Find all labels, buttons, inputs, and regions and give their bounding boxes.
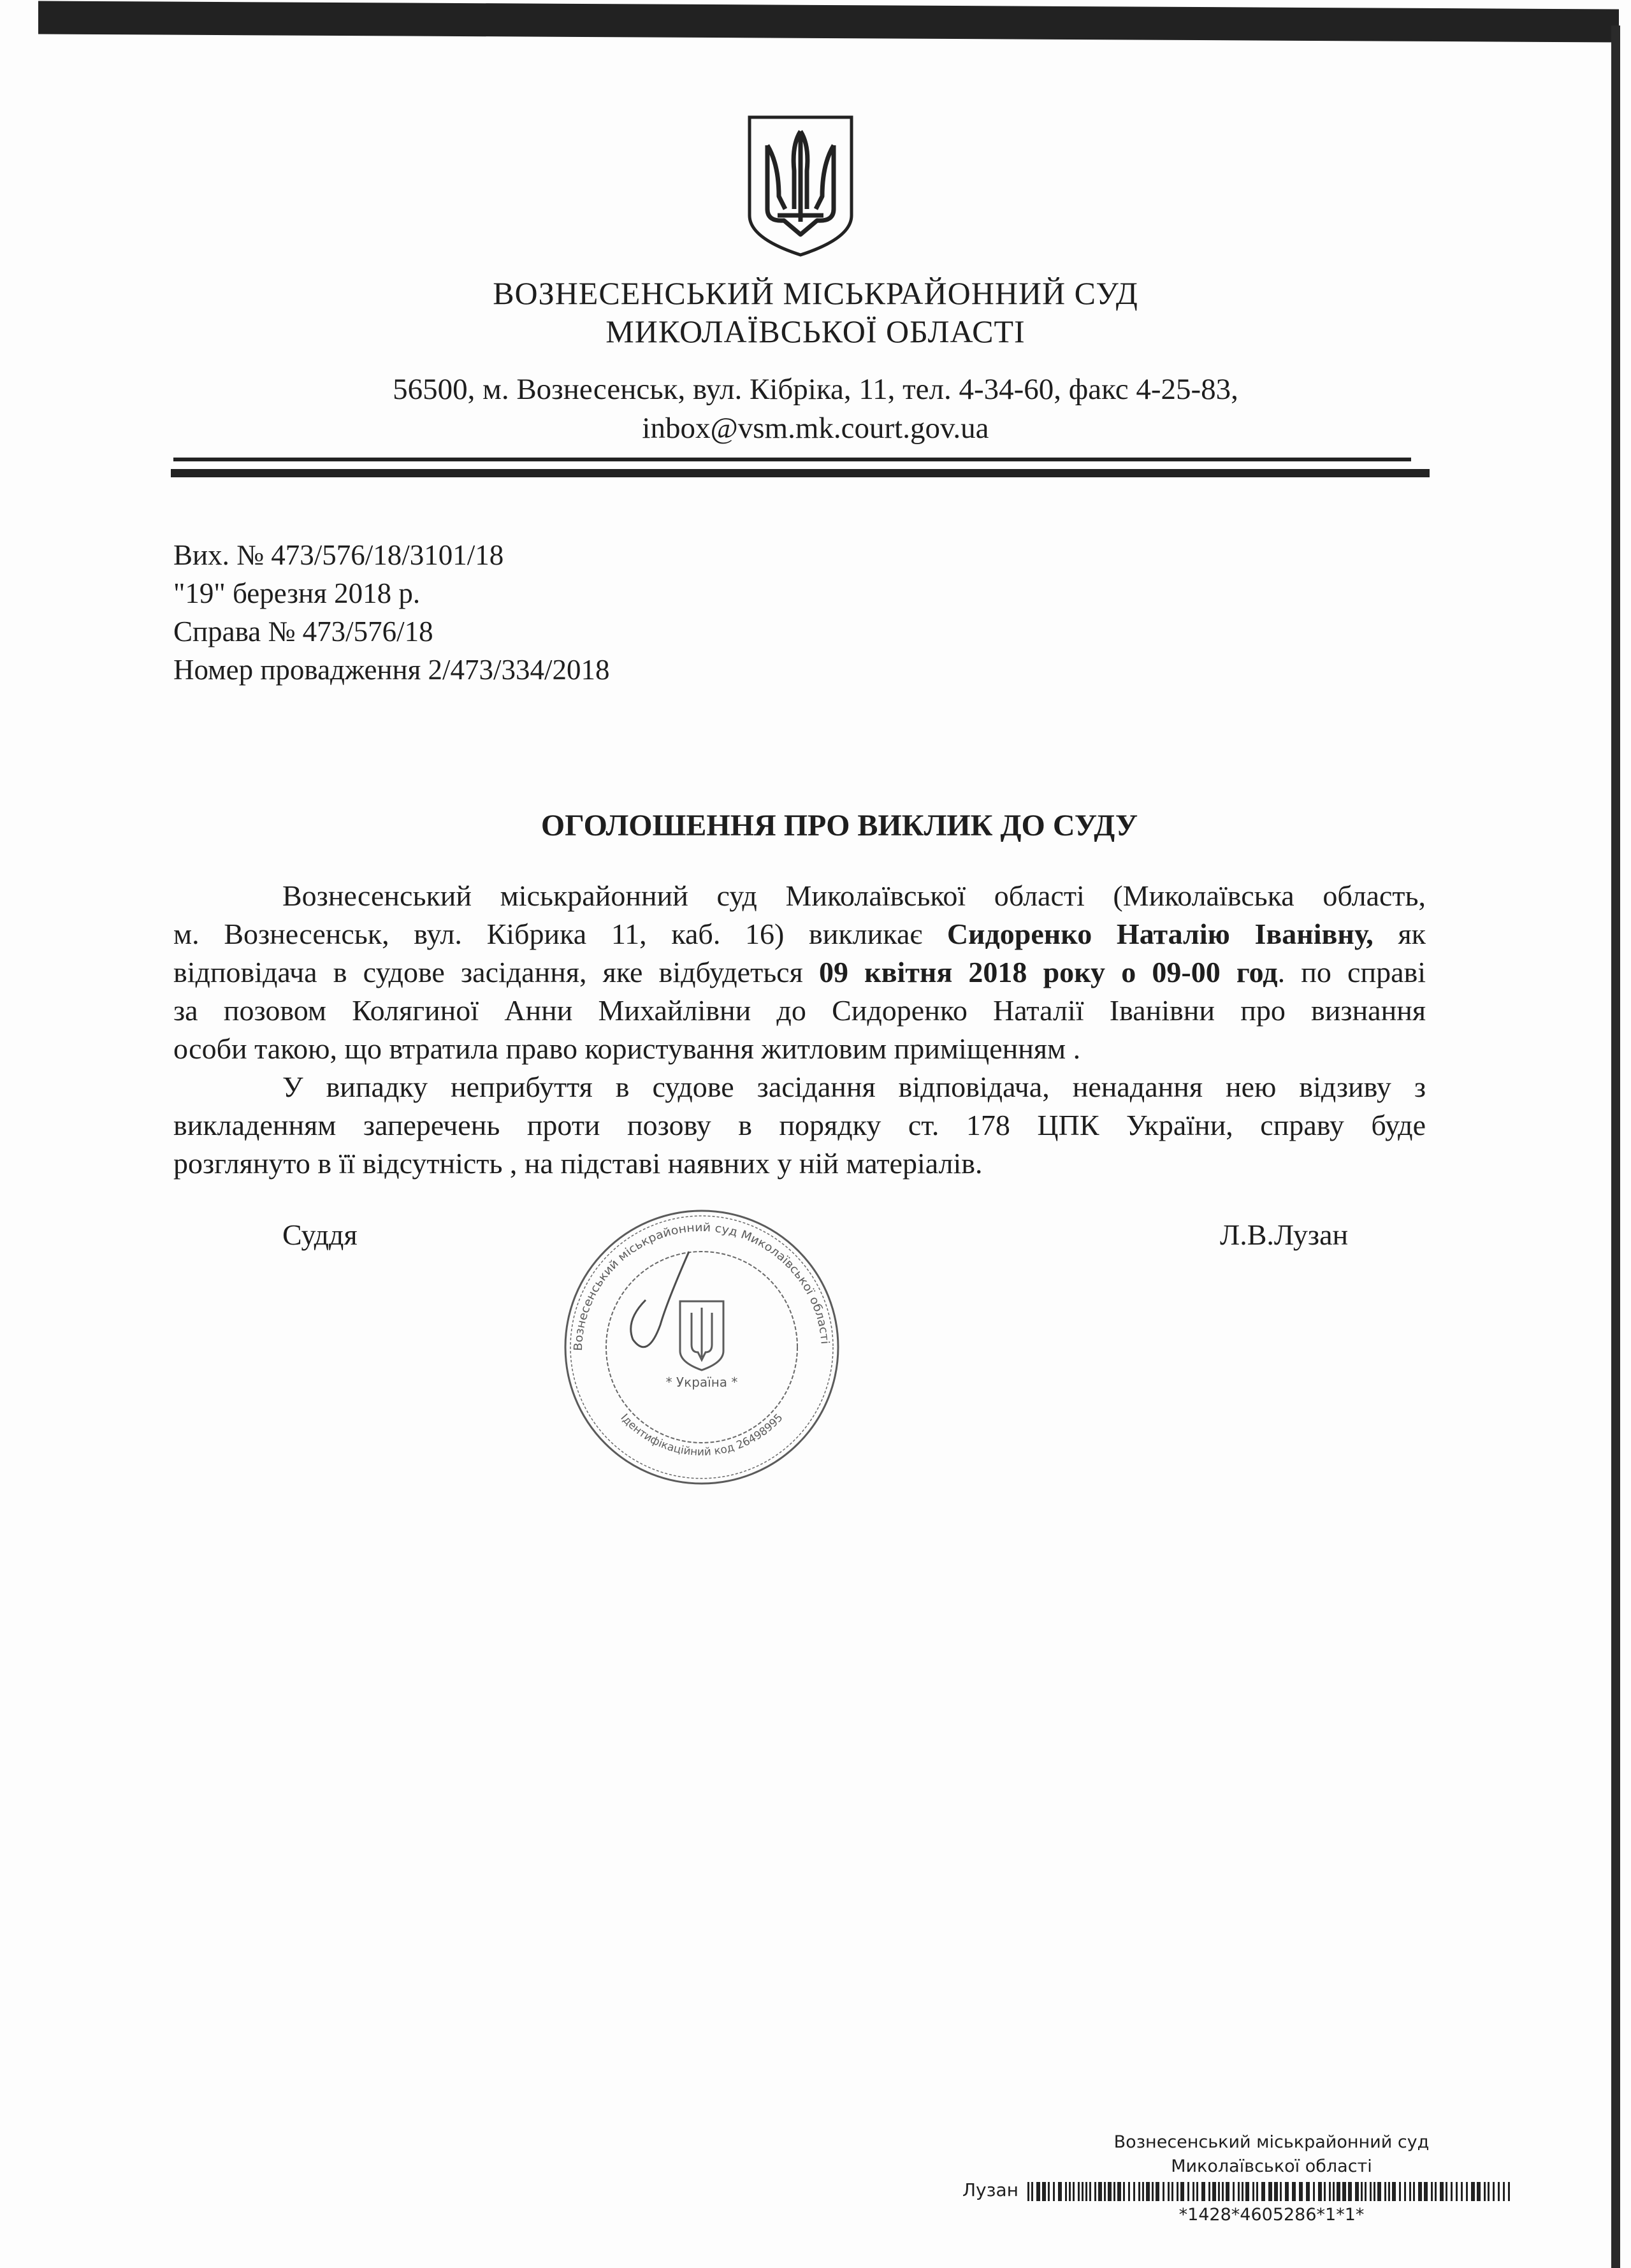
barcode-bar [1261,2182,1265,2201]
barcode-bar [1031,2182,1033,2201]
header-rule-thick [171,469,1430,477]
barcode-bar [1355,2182,1359,2201]
body-line: викладенням заперечень проти позову в порядку ст. 178 ЦПК України, справу буде [173,1109,1426,1141]
barcode-bar [1493,2182,1495,2201]
barcode-bar [1036,2182,1040,2201]
barcode-bar [1163,2182,1164,2201]
barcode-bar [1256,2182,1258,2201]
barcode-bar [1388,2182,1390,2201]
body-text: як [1373,918,1426,950]
barcode-bar [1027,2182,1029,2201]
barcode [1027,2182,1512,2201]
barcode-bar [1361,2182,1363,2201]
barcode-court-line1: Вознесенський міськрайонний суд [1113,2132,1430,2152]
barcode-bar [1498,2182,1500,2201]
barcode-bar [1128,2182,1130,2201]
barcode-bar [1306,2182,1310,2201]
barcode-bar [1404,2182,1406,2201]
barcode-bar [1196,2182,1198,2201]
court-name-line1: ВОЗНЕСЕНСЬКИЙ МІСЬКРАЙОННИЙ СУД [493,275,1138,311]
barcode-bar [1218,2182,1220,2201]
signature-name: Л.В.Лузан [1220,1218,1349,1251]
barcode-bar [1392,2182,1396,2201]
barcode-bar [1133,2182,1135,2201]
barcode-bar [1113,2182,1115,2201]
case-number: Справа № 473/576/18 [173,616,433,647]
barcode-bar [1117,2182,1121,2201]
barcode-bar [1233,2182,1235,2201]
barcode-bar [1365,2182,1366,2201]
barcode-bar [1446,2182,1447,2201]
barcode-bar [1477,2182,1481,2201]
barcode-bar [1292,2182,1296,2201]
barcode-bar [1078,2182,1080,2201]
court-stamp [562,1207,842,1487]
barcode-bar [1222,2182,1224,2201]
barcode-bar [1370,2182,1372,2201]
barcode-bar [1342,2182,1346,2201]
barcode-bar [1098,2182,1102,2201]
court-name-line2: МИКОЛАЇВСЬКОЇ ОБЛАСТІ [605,314,1026,349]
stamp-outer-text: Вознесенський міськрайонний суд Миколаївської області [571,1220,832,1352]
barcode-bar [1348,2182,1352,2201]
barcode-bar [1285,2182,1289,2201]
barcode-bar [1456,2182,1458,2201]
barcode-bar [1503,2182,1505,2201]
body-line: особи такою, що втратила право користування житловим приміщенням . [173,1032,1081,1065]
body-text: м. Вознесенськ, вул. Кібрика 11, каб. 16) викликає [173,918,947,950]
stamp-coat-of-arms-icon [680,1301,723,1370]
barcode-bar [1466,2182,1468,2201]
barcode-bar [1245,2182,1249,2201]
barcode-bar [1168,2182,1170,2201]
barcode-bar [1471,2182,1475,2201]
barcode-bar [1268,2182,1272,2201]
body-line [173,918,1426,951]
barcode-bar [1508,2182,1510,2201]
barcode-bar [1146,2182,1150,2201]
barcode-bar [1252,2182,1254,2201]
barcode-bar [1377,2182,1381,2201]
barcode-bar [1152,2182,1154,2201]
barcode-bar [1069,2182,1071,2201]
barcode-bar [1171,2182,1173,2201]
barcode-bar [1212,2182,1216,2201]
barcode-bar [1313,2182,1315,2201]
body-text: відповідача в судове засідання, яке відбудеться [173,956,819,988]
barcode-bar [1324,2182,1326,2201]
barcode-bar [1192,2182,1194,2201]
barcode-bar [1104,2182,1106,2201]
barcode-bar [1435,2182,1437,2201]
barcode-bar [1418,2182,1422,2201]
barcode-bar [1065,2182,1067,2201]
coat-of-arms-icon [746,113,855,259]
barcode-court-line2: Миколаївської області [1171,2156,1372,2176]
barcode-bar [1488,2182,1490,2201]
barcode-bar [1337,2182,1340,2201]
barcode-bar [1082,2182,1084,2201]
stamp-country: * Україна * [665,1375,738,1390]
barcode-bar [1123,2182,1125,2201]
barcode-bar [1329,2182,1331,2201]
body-line: за позовом Колягиної Анни Михайлівни до Сидоренко Наталії Іванівни про визнання [173,994,1426,1027]
header-rule-thin [173,458,1411,461]
hearing-datetime: 09 квітня 2018 року о 09-00 год [818,956,1278,988]
body-line: розглянуто в її відсутність , на підставі наявних у ній матеріалів. [173,1147,983,1180]
defendant-name: Сидоренко Наталію Іванівну, [946,918,1374,950]
barcode-bar [1440,2182,1444,2201]
body-line [173,956,1426,990]
barcode-bar [1053,2182,1055,2201]
stamp-id-code: Ідентифікаційний код 26498995 [618,1411,786,1459]
court-address: 56500, м. Вознесенськ, вул. Кібріка, 11, тел. 4-34-60, факс 4-25-83, [393,373,1238,406]
barcode-bar [1451,2182,1453,2201]
barcode-bar [1108,2182,1112,2201]
svg-text:Ідентифікаційний код 26498995 [618,1412,785,1459]
scan-top-border [38,1,1619,43]
barcode-bar [1180,2182,1184,2201]
barcode-bar [1399,2182,1401,2201]
scan-right-border [1611,25,1620,2268]
barcode-bar [1431,2182,1433,2201]
barcode-number: *1428*4605286*1*1* [1178,2205,1365,2225]
barcode-bar [1201,2182,1205,2201]
barcode-bar [1142,2182,1144,2201]
body-text: . по справі [1277,956,1426,988]
barcode-bar [1094,2182,1096,2201]
barcode-bar [1409,2182,1411,2201]
barcode-bar [1187,2182,1189,2201]
barcode-bar [1333,2182,1335,2201]
barcode-judge: Лузан [962,2179,1018,2200]
barcode-bar [1042,2182,1046,2201]
barcode-bar [1299,2182,1303,2201]
barcode-bar [1318,2182,1322,2201]
document-title: ОГОЛОШЕННЯ ПРО ВИКЛИК ДО СУДУ [540,809,1138,842]
body-line: Вознесенський міськрайонний суд Миколаївської області (Миколаївська область, [282,879,1426,912]
barcode-bar [1089,2182,1091,2201]
outgoing-number: Вих. № 473/576/18/3101/18 [173,539,504,571]
barcode-bar [1177,2182,1178,2201]
barcode-bar [1073,2182,1075,2201]
body-line: У випадку неприбуття в судове засідання відповідача, ненадання нею відзиву з [282,1071,1426,1103]
barcode-bar [1238,2182,1240,2201]
barcode-bar [1058,2182,1062,2201]
barcode-bar [1424,2182,1428,2201]
barcode-bar [1413,2182,1415,2201]
signature-role: Суддя [282,1218,358,1251]
letter-date: "19" березня 2018 р. [173,577,421,609]
barcode-bar [1226,2182,1229,2201]
barcode-bar [1156,2182,1159,2201]
barcode-bar [1048,2182,1050,2201]
barcode-bar [1242,2182,1243,2201]
court-email: inbox@vsm.mk.court.gov.ua [642,412,989,445]
barcode-bar [1484,2182,1486,2201]
barcode-bar [1280,2182,1282,2201]
barcode-bar [1374,2182,1375,2201]
barcode-bar [1274,2182,1278,2201]
barcode-bar [1085,2182,1087,2201]
barcode-bar [1384,2182,1386,2201]
barcode-bar [1461,2182,1463,2201]
barcode-bar [1138,2182,1140,2201]
proceeding-number: Номер провадження 2/473/334/2018 [173,654,610,686]
barcode-bar [1208,2182,1210,2201]
